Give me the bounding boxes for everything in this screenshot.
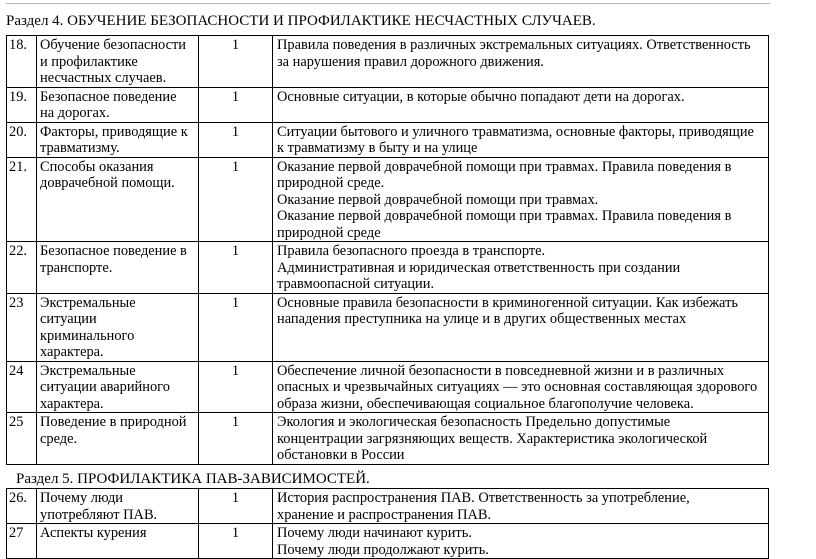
description-line: История распространения ПАВ. Ответственность за употребление, [277, 490, 690, 506]
lesson-topic [37, 36, 199, 88]
description-line: природной среде [277, 224, 381, 241]
lesson-description [273, 361, 769, 413]
lesson-number: 18. [7, 36, 37, 88]
description-line: Ситуации бытового и уличного травматизма, основные факторы, приводящие [277, 123, 754, 140]
topic-line: ситуации аварийного [40, 379, 170, 395]
topic-line: Поведение в природной [40, 414, 187, 430]
description-line: обстановки в России [277, 447, 405, 463]
lesson-description [273, 293, 769, 361]
lesson-hours: 1 [199, 361, 273, 413]
topic-line: Экстремальные [40, 294, 136, 311]
topic-line: употребляют ПАВ. [40, 506, 158, 523]
description-line: Правила безопасного проезда в транспорте. [277, 243, 546, 259]
description-line: образа жизни, обеспечивающая социальное благополучие человека. [277, 395, 694, 412]
description-line: за нарушения правил дорожного движения. [277, 53, 544, 70]
description-line: Основные правила безопасности в криминогенной ситуации. Как избежать [277, 294, 738, 311]
lesson-topic [37, 157, 199, 242]
lesson-number: 21. [7, 157, 37, 242]
topic-line: травматизму. [40, 140, 120, 156]
topic-line: Аспекты курения [40, 525, 147, 541]
description-line: Обеспечение личной безопасности в повседневной жизни и в различных [277, 362, 725, 379]
lesson-number: 24 [7, 361, 37, 413]
lesson-number: 22. [7, 242, 37, 294]
table-row [7, 489, 769, 524]
lesson-hours: 1 [199, 87, 273, 122]
table-row [7, 413, 769, 465]
topic-line: Обучение безопасности [40, 37, 186, 53]
lesson-hours: 1 [199, 36, 273, 88]
description-line: Основные ситуации, в которые обычно попадают дети на дорогах. [277, 88, 685, 105]
lesson-number: 19. [7, 87, 37, 122]
description-line: Оказание первой доврачебной помощи при травмах. Правила поведения в [277, 158, 732, 175]
lesson-hours: 1 [199, 242, 273, 294]
lesson-topic [37, 361, 199, 413]
lesson-hours: 1 [199, 524, 273, 559]
topic-line: Способы оказания [40, 158, 154, 175]
lesson-number: 23 [7, 293, 37, 361]
lesson-description [273, 524, 769, 559]
topic-line: и профилактике [40, 53, 138, 70]
description-line: Экология и экологическая безопасность Предельно допустимые [277, 414, 671, 430]
topic-line: Почему люди [40, 490, 123, 506]
top-rule [6, 3, 770, 4]
lesson-topic [37, 87, 199, 122]
topic-line: криминального [40, 327, 135, 344]
lesson-topic [37, 242, 199, 294]
lesson-description [273, 122, 769, 157]
table-row [7, 157, 769, 242]
lesson-hours: 1 [199, 413, 273, 465]
lesson-number: 25 [7, 413, 37, 465]
topic-line: Безопасное поведение в [40, 243, 187, 259]
table-row [7, 524, 769, 559]
topic-line: Экстремальные [40, 362, 136, 379]
description-line: к травматизму в быту и на улице [277, 140, 478, 156]
lesson-hours: 1 [199, 293, 273, 361]
section-5-table [6, 488, 769, 559]
description-line: опасных и чрезвычайных ситуациях — это основная составляющая здорового [277, 379, 758, 395]
topic-line: среде. [40, 430, 78, 447]
lesson-topic [37, 122, 199, 157]
section-5-heading: Раздел 5. ПРОФИЛАКТИКА ПАВ-ЗАВИСИМОСТЕЙ. [16, 471, 370, 487]
description-line: Правила поведения в различных экстремальных ситуациях. Ответственность [277, 37, 751, 53]
description-line: Почему люди продолжают курить. [277, 541, 489, 558]
topic-line: Факторы, приводящие к [40, 123, 188, 140]
description-line: природной среде. [277, 175, 385, 191]
description-line: хранение и распространения ПАВ. [277, 506, 492, 523]
description-line: Почему люди начинают курить. [277, 525, 472, 541]
section-4-heading: Раздел 4. ОБУЧЕНИЕ БЕЗОПАСНОСТИ И ПРОФИЛАКТИКЕ НЕСЧАСТНЫХ СЛУЧАЕВ. [6, 13, 596, 29]
lesson-description [273, 489, 769, 524]
lesson-description [273, 36, 769, 88]
description-line: Оказание первой доврачебной помощи при травмах. Правила поведения в [277, 208, 732, 224]
topic-line: ситуации [40, 311, 97, 327]
topic-line: доврачебной помощи. [40, 175, 175, 191]
table-row [7, 122, 769, 157]
lesson-hours: 1 [199, 122, 273, 157]
topic-line: несчастных случаев. [40, 70, 167, 86]
table-row [7, 87, 769, 122]
lesson-description [273, 413, 769, 465]
topic-line: на дорогах. [40, 105, 110, 121]
topic-line: характера. [40, 395, 104, 412]
table-row [7, 242, 769, 294]
section-4-table [6, 35, 769, 465]
lesson-hours: 1 [199, 489, 273, 524]
lesson-topic [37, 489, 199, 524]
description-line: нападения преступника на улице и в других общественных местах [277, 311, 687, 327]
lesson-description [273, 157, 769, 242]
lesson-description [273, 242, 769, 294]
description-line: травмоопасной ситуации. [277, 276, 435, 292]
description-line: концентрации загрязняющих веществ. Характеристика экологической [277, 430, 708, 447]
topic-line: транспорте. [40, 259, 113, 276]
lesson-topic [37, 524, 199, 559]
lesson-topic [37, 413, 199, 465]
lesson-description [273, 87, 769, 122]
lesson-topic [37, 293, 199, 361]
description-line: Оказание первой доврачебной помощи при травмах. [277, 191, 599, 208]
table-row [7, 361, 769, 413]
topic-line: Безопасное поведение [40, 88, 177, 105]
topic-line: характера. [40, 344, 104, 360]
lesson-hours: 1 [199, 157, 273, 242]
table-row [7, 293, 769, 361]
description-line: Административная и юридическая ответственность при создании [277, 259, 681, 276]
lesson-number: 26. [7, 489, 37, 524]
lesson-number: 20. [7, 122, 37, 157]
table-row [7, 36, 769, 88]
lesson-number: 27 [7, 524, 37, 559]
